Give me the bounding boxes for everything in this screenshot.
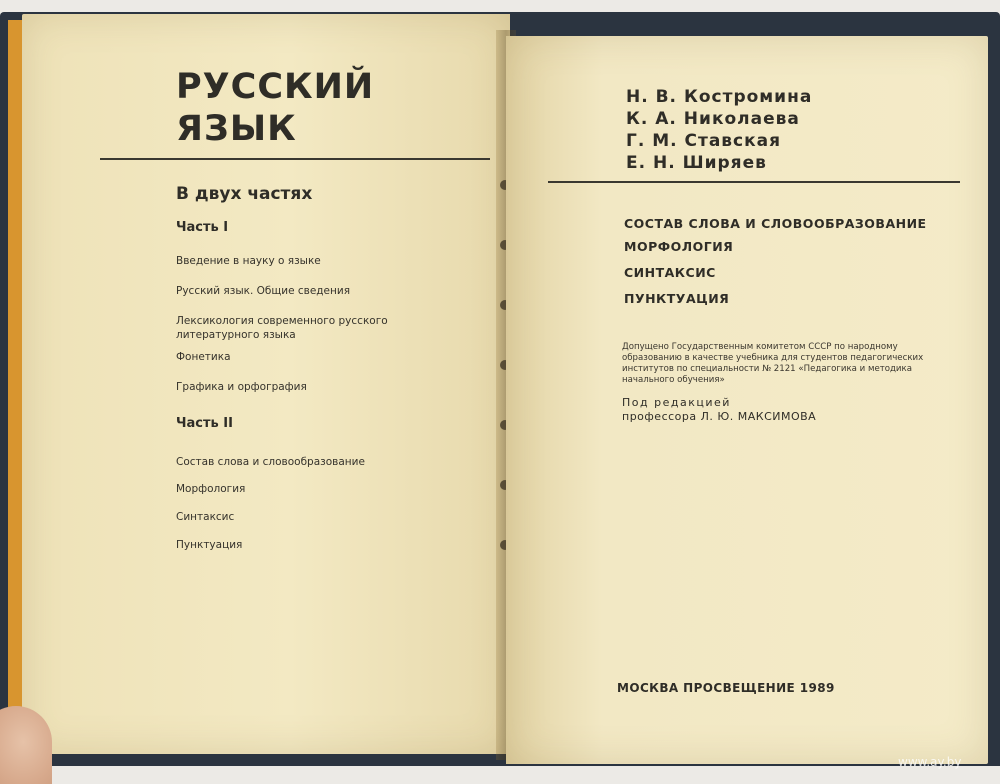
toc-item: Морфология xyxy=(176,483,246,495)
subject-line: СИНТАКСИС xyxy=(624,265,716,280)
right-rule xyxy=(548,181,960,183)
author-name: К. А. Николаева xyxy=(626,109,800,129)
table-surface xyxy=(0,766,1000,784)
toc-item: Графика и орфография xyxy=(176,381,307,393)
authors-block xyxy=(626,86,812,174)
author-name: Г. М. Ставская xyxy=(626,131,782,151)
editor-name: профессора Л. Ю. МАКСИМОВА xyxy=(622,410,817,423)
site-watermark: www.ay.by xyxy=(898,755,962,769)
toc-item: Синтаксис xyxy=(176,511,235,523)
toc-item: Пунктуация xyxy=(176,539,243,551)
subject-line: ПУНКТУАЦИЯ xyxy=(624,291,730,306)
publisher-imprint: МОСКВА ПРОСВЕЩЕНИЕ 1989 xyxy=(617,681,835,695)
subject-line: СОСТАВ СЛОВА И СЛОВООБРАЗОВАНИЕ xyxy=(624,216,927,231)
subject-line: МОРФОЛОГИЯ xyxy=(624,239,734,254)
author-name: Н. В. Костромина xyxy=(626,87,813,107)
editor-label: Под редакцией xyxy=(622,396,731,409)
toc-item: Лексикология современного русского литературного языка xyxy=(176,315,388,341)
toc-item: Введение в науку о языке xyxy=(176,255,321,267)
author-name: Е. Н. Ширяев xyxy=(626,153,767,173)
editor-block xyxy=(622,396,816,424)
title-line-1: РУССКИЙ xyxy=(176,67,375,107)
title-line-2: ЯЗЫК xyxy=(176,109,297,149)
contents-heading: В двух частях xyxy=(176,184,313,204)
part2-heading: Часть II xyxy=(176,416,233,431)
toc-item: Состав слова и словообразование xyxy=(176,456,365,468)
part1-heading: Часть I xyxy=(176,220,229,235)
toc-item: Русский язык. Общие сведения xyxy=(176,285,351,297)
toc-item: Фонетика xyxy=(176,351,231,363)
left-rule xyxy=(100,158,490,160)
approval-note: Допущено Государственным комитетом СССР по народному образованию в качестве учебника для студентов педагогических институтов по специальности № 2121 «Педагогика и методика начального обучения» xyxy=(622,342,924,385)
book-title xyxy=(176,66,374,150)
